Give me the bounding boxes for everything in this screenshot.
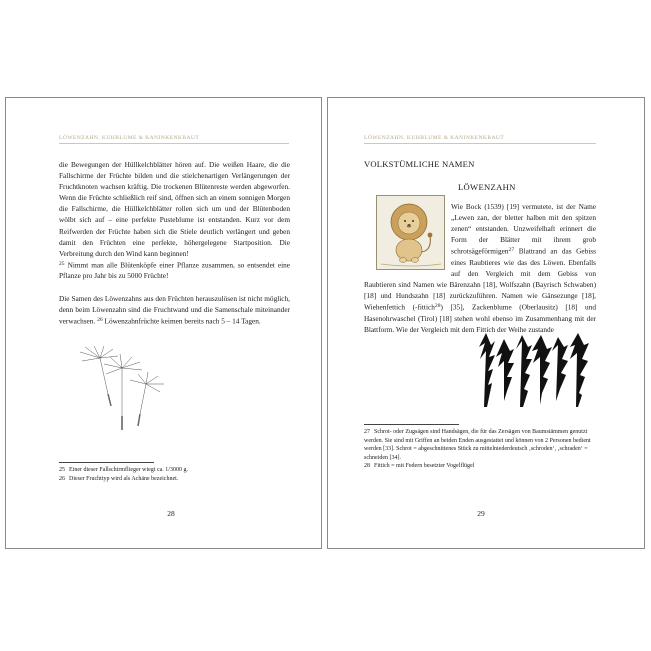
paragraph (364, 201, 596, 335)
footnote (59, 475, 290, 484)
footnote-number: 28 (364, 463, 370, 470)
footnote-text: Dieser Fruchttyp wird als Achäne bezeichnet. (69, 475, 179, 482)
footnote-ref[interactable]: 28 (434, 303, 441, 310)
paragraph (59, 293, 290, 327)
image-float (364, 201, 451, 276)
footnote-text: Einer dieser Fallschirmflieger wiegt ca. 1/3000 g. (69, 467, 188, 473)
footnote-text: Fittich = mit Federn besetzter Vogelflügel (374, 463, 475, 470)
footnote-rule (59, 462, 154, 463)
footnote-ref[interactable]: 26 (97, 316, 103, 323)
footnotes (364, 424, 596, 471)
footnote-number: 27 (364, 429, 370, 435)
left-page (5, 97, 322, 549)
footnote-number: 26 (59, 475, 65, 482)
running-head: LÖWENZAHN, KUHBLUME & KANINKENKRAUT (59, 135, 289, 144)
text-run: Die Samen des Löwenzahns aus den Früchten herauszulösen ist nicht möglich, denn beim Löwenzahn sind die Fruchtwand und die Samenschale miteinander verwachsen. (59, 293, 290, 326)
text-run: die Bewegungen der Hüllkelchblätter hören auf. Die weißen Haare, die die Fallschirme der Früchte bilden und die stielchenartigen Verlängerungen der Fruchtknoten wachsen kräftig. Die trockenen Blütenreste werden abgeworfen. Wenn die Früchte schließlich reif sind, öffnen sich an einem sonnigen Morgen die Fallschirme, die Hüllkelchblätter rollen sich um und der Blütenboden wölbt sich auf – eine perfekte Pusteblume ist entstanden. Kurz vor dem Reifwerden der Früchte haben sich die Stiele deutlich verlängert und geben damit den Früchten eine perfekte, höhergelegene Startposition. Die Verbreitung durch den Wind kann beginnen! (59, 160, 290, 258)
body-text (364, 201, 596, 335)
running-head: LÖWENZAHN, KUHBLUME & KANINKENKRAUT (364, 135, 596, 144)
dandelion-leaves-silhouette (476, 331, 596, 407)
section-heading: VOLKSTÜMLICHE NAMEN (364, 159, 475, 169)
right-page (327, 97, 645, 549)
dandelion-seeds-illustration (64, 346, 168, 436)
footnote-ref[interactable]: 27 (508, 247, 515, 254)
paragraph (59, 159, 290, 282)
text-run: Wie Bock (1539) [19] vermutete, ist der Name „Lewen zan, der bletter halben mit den spitzen zenen“ entstanden. Unzweifelhaft erinnert die Form der Blätter mit ihrem grob schrotsägeförmigen (451, 202, 596, 256)
footnote-text: Schrot- oder Zugsägen sind Handsägen, die für das Zersägen von Baumstämmen genutzt werden. Sie sind mit Griffen an beiden Enden ausgestattet und können von 2 Personen bedient werden [33]. Schrot = abgeschnittenes Stück zu mittelniederdeutsch ‚schroden‘, ‚schraden‘ = schneiden [34]. (364, 429, 591, 461)
footnotes (59, 462, 290, 483)
footnote (364, 428, 596, 462)
footnote (364, 462, 596, 471)
footnote (59, 466, 290, 475)
text-run: Blattrand an das Gebiss eines Raubtieres wie das des Löwen. Ebenfalls auf den Vergleich mit dem Gebiss von Raubtieren sind Namen wie Bärenzahn [18], Wolfszahn (Bayrisch Schwaben) [18] und Hundszahn [18] zurückzuführen. Namen wie Gänsezunge [18], Wiehenfettich (-fittich (364, 246, 596, 312)
subsection-heading: LÖWENZAHN (458, 182, 516, 192)
body-text (59, 159, 290, 326)
page-number: 28 (167, 509, 175, 518)
footnote-number: 25 (59, 467, 65, 473)
text-run: ) [35], Zackenblume (Oberlausitz) [18] und Hasenohrwaschel (Tirol) [18] stehen wohl ebenso im Zusammenhang mit der Blattform. Wie der Vergleich mit dem Fittich der Weihe zustande (364, 302, 596, 335)
footnote-rule (364, 424, 459, 425)
footnote-ref[interactable]: 25 (59, 260, 65, 267)
text-run: Nimmt man alle Blütenköpfe einer Pflanze zusammen, so entsendet eine Pflanze pro Jahr bis zu 5000 Früchte! (59, 260, 290, 281)
text-run: Löwenzahnfrüchte keimen bereits nach 5 – 14 Tagen. (102, 316, 261, 326)
page-number: 29 (477, 509, 485, 518)
